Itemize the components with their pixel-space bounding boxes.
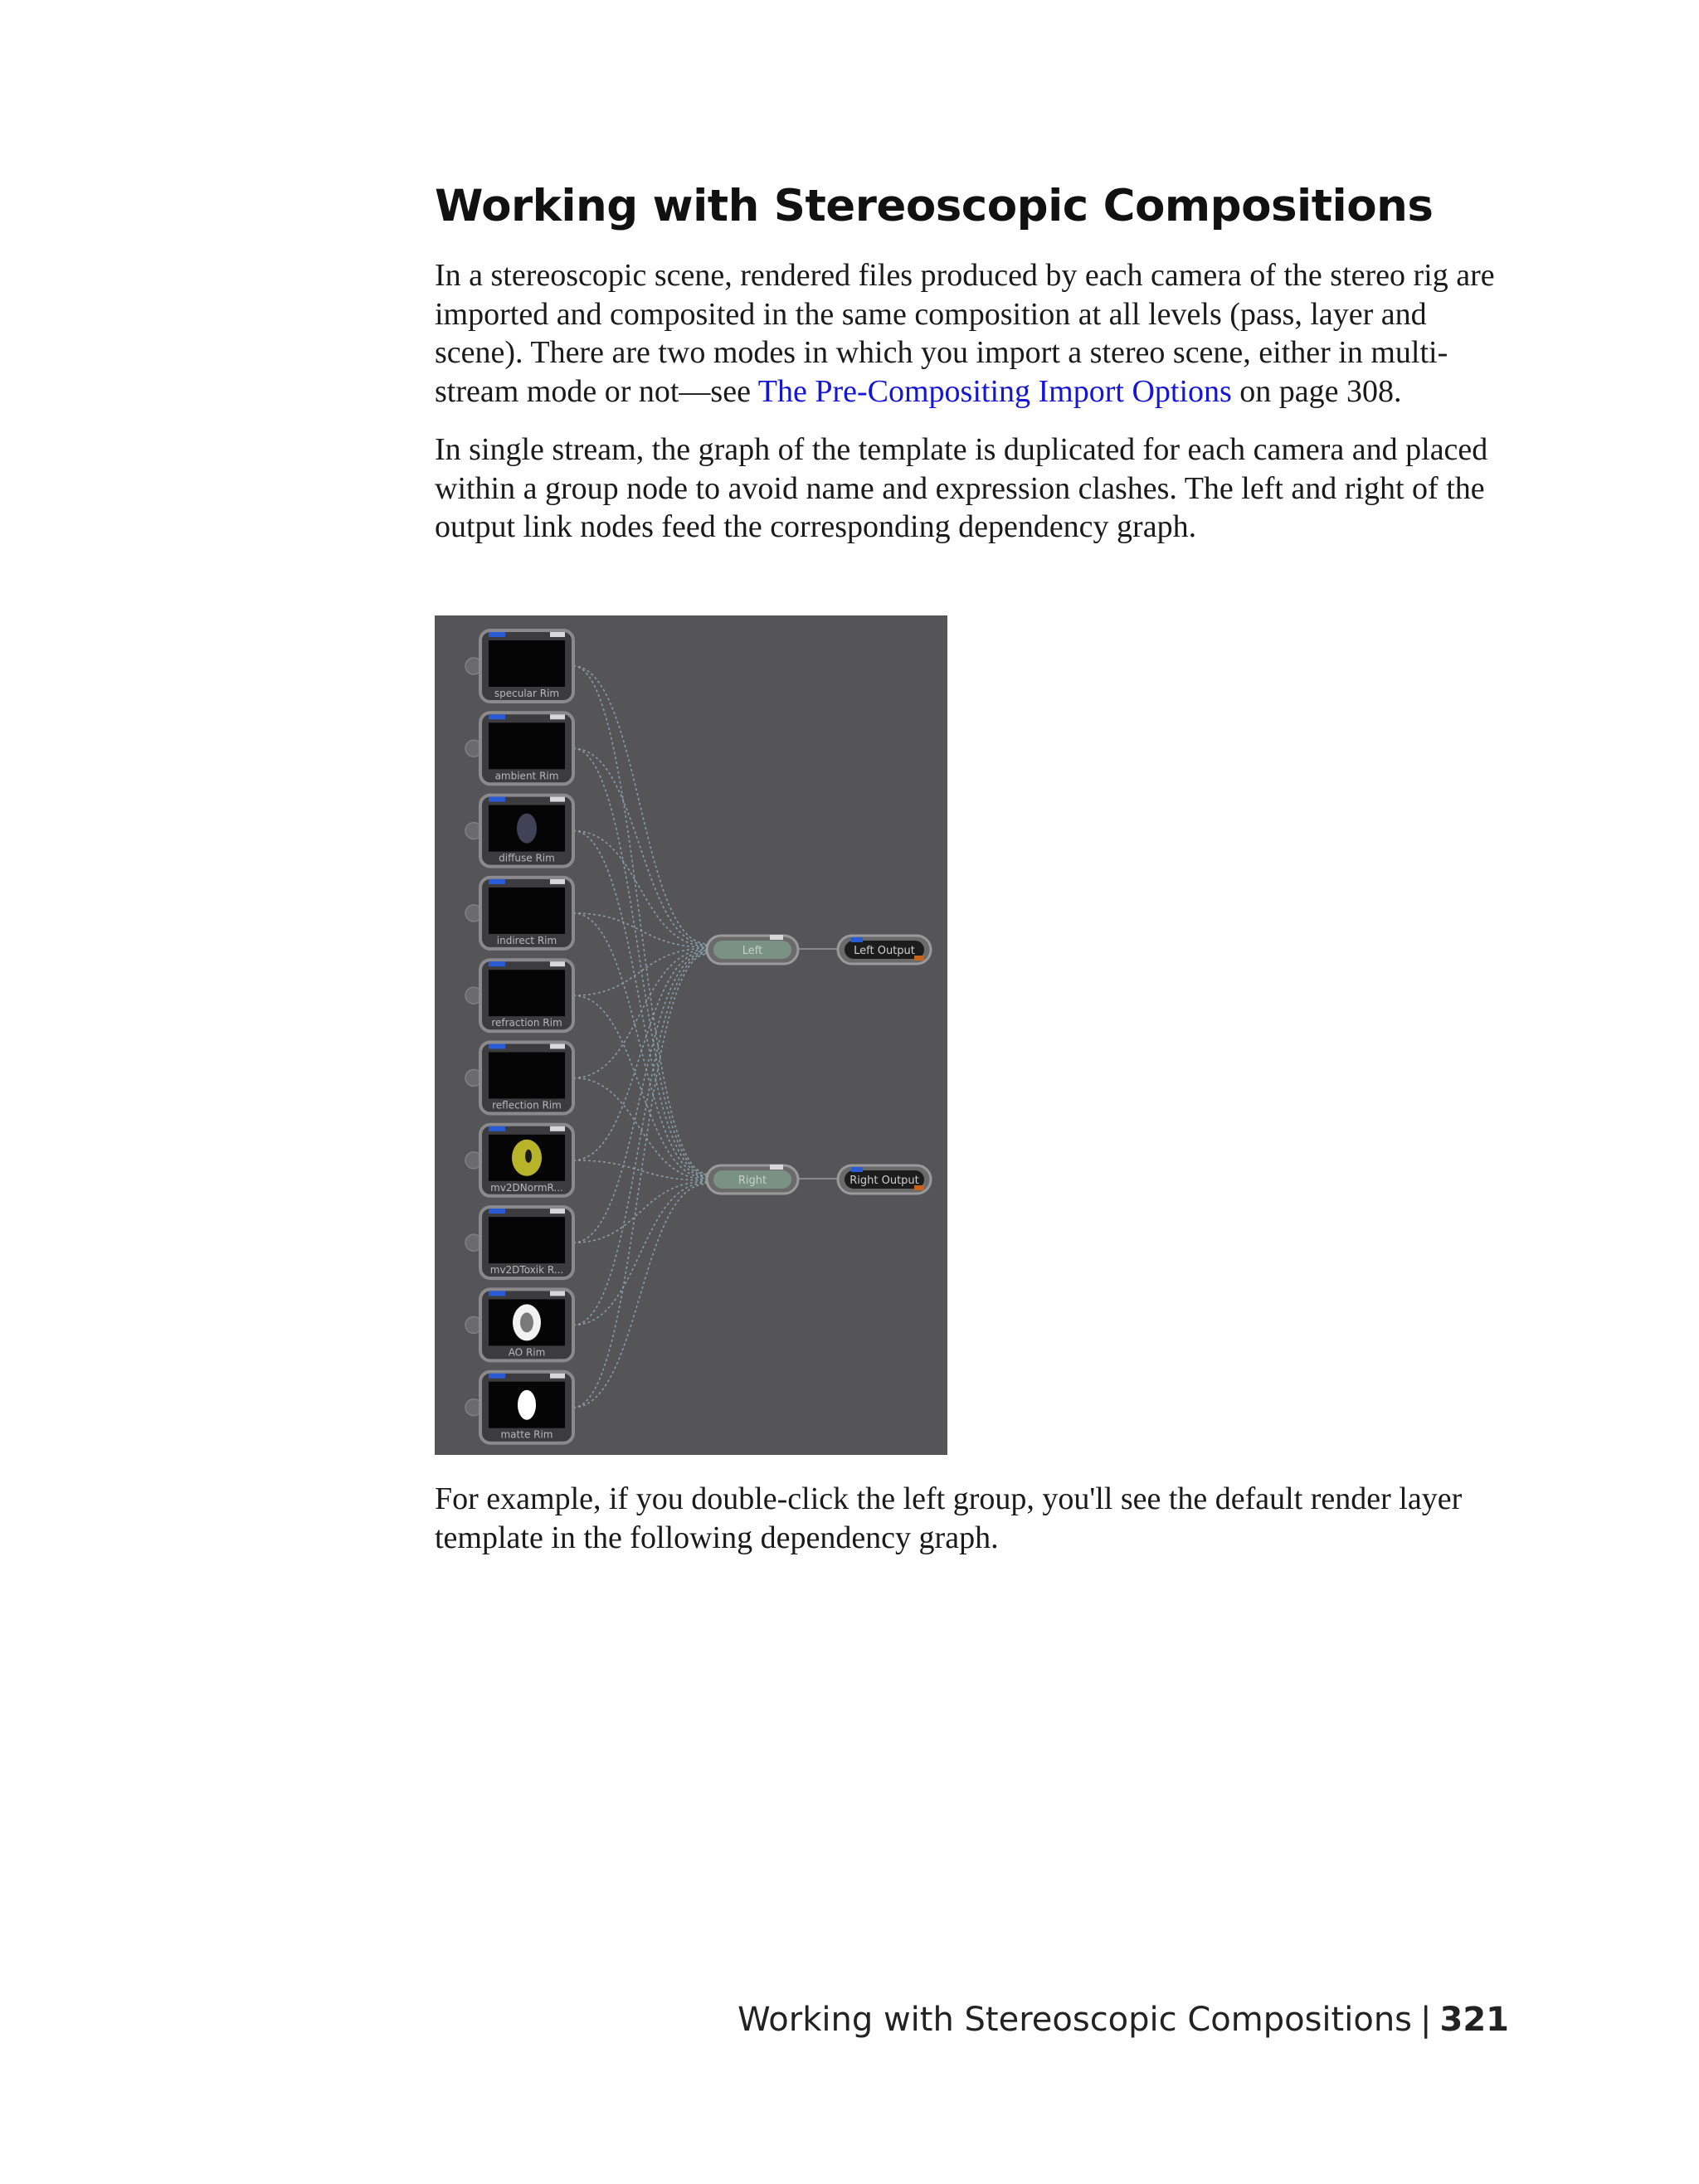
graph-link <box>573 913 707 1177</box>
paragraph-intro-tail: on page 308. <box>1231 373 1402 409</box>
input-node-thumbnail <box>489 970 565 1016</box>
input-node-flag <box>550 1209 565 1214</box>
input-node-flag <box>550 632 565 637</box>
input-node-port <box>489 961 505 966</box>
graph-links <box>573 666 707 1408</box>
output-node[interactable] <box>838 936 931 964</box>
graph-link <box>573 951 707 1160</box>
group-node-flag <box>770 935 783 940</box>
input-node-label: AO Rim <box>508 1346 546 1359</box>
input-node-thumbnail <box>489 722 565 769</box>
input-node[interactable] <box>465 630 573 702</box>
thumbnail-diffuse-shape <box>517 814 537 844</box>
input-nodes <box>465 630 573 1443</box>
input-node[interactable] <box>465 795 573 867</box>
input-node[interactable] <box>465 960 573 1031</box>
graph-link <box>573 995 707 1178</box>
paragraph-intro-text: In a stereoscopic scene, rendered files produced by each camera of the stereo rig are imported and composited in the same composition at all levels (pass, layer and scene). There are two modes in which you import a stereo scene, either in multi-stream mode or not—see <box>435 258 1495 409</box>
paragraph-example: For example, if you double-click the left group, you'll see the default render layer template in the following dependency graph. <box>435 1481 1463 1555</box>
page-content <box>435 181 1509 567</box>
section-heading: Working with Stereoscopic Compositions <box>435 181 1434 231</box>
graph-link <box>573 948 707 995</box>
input-node-port <box>489 1209 505 1214</box>
input-node[interactable] <box>465 713 573 784</box>
input-node-flag <box>550 961 565 966</box>
dependency-graph-svg <box>435 615 947 1455</box>
thumbnail-ao-detail <box>520 1312 533 1332</box>
page-content-after-figure <box>435 1480 1509 1577</box>
output-node-port <box>851 937 863 942</box>
input-node-label: diffuse Rim <box>499 852 555 864</box>
input-node-flag <box>550 1374 565 1379</box>
group-node[interactable] <box>707 1165 798 1194</box>
input-node[interactable] <box>465 878 573 949</box>
input-node-port <box>489 1044 505 1049</box>
input-node-port <box>489 797 505 802</box>
graph-link <box>573 1183 707 1325</box>
input-node[interactable] <box>465 1043 573 1114</box>
thumbnail-normal-detail <box>525 1150 532 1163</box>
input-node-thumbnail <box>489 1217 565 1263</box>
input-node-port <box>489 1126 505 1131</box>
footer-separator: | <box>1420 2001 1432 2039</box>
input-node-label: reflection Rim <box>492 1099 562 1111</box>
dependency-graph-figure <box>435 615 947 1455</box>
input-node-port <box>489 879 505 884</box>
cross-reference-link[interactable]: The Pre-Compositing Import Options <box>757 373 1232 409</box>
graph-link <box>573 953 707 1325</box>
input-node-flag <box>550 1044 565 1049</box>
input-node-thumbnail <box>489 888 565 934</box>
input-node-thumbnail <box>489 640 565 687</box>
input-node-label: indirect Rim <box>496 934 557 946</box>
input-node-flag <box>550 714 565 719</box>
graph-link <box>573 831 707 1176</box>
output-node-label: Left Output <box>854 945 915 957</box>
input-node-label: mv2DToxik R... <box>489 1264 564 1277</box>
input-node-label: specular Rim <box>494 688 560 699</box>
input-node-label: mv2DNormR... <box>490 1181 563 1194</box>
page-footer <box>738 2001 1509 2039</box>
input-node-flag <box>550 1126 565 1131</box>
graph-link <box>573 954 707 1407</box>
graph-link <box>573 950 707 1078</box>
input-node-flag <box>550 1291 565 1296</box>
page-number: 321 <box>1439 2001 1509 2039</box>
paragraph-intro <box>435 256 1509 411</box>
graph-link <box>573 666 707 944</box>
graph-link <box>573 1182 707 1243</box>
output-node[interactable] <box>838 1165 931 1194</box>
input-node-port <box>489 1291 505 1296</box>
thumbnail-matte-shape <box>518 1390 536 1420</box>
output-node-port-out <box>914 956 924 961</box>
group-node-label: Left <box>742 945 763 957</box>
input-node[interactable] <box>465 1372 573 1443</box>
paragraph-single-stream: In single stream, the graph of the template is duplicated for each camera and placed within a group node to avoid name and expression clashes. The left and right of the output link nodes feed the corresponding dependency graph. <box>435 432 1488 544</box>
input-node-flag <box>550 797 565 802</box>
input-node-label: matte Rim <box>500 1428 553 1441</box>
input-node-flag <box>550 879 565 884</box>
graph-link <box>573 1184 707 1407</box>
input-node-thumbnail <box>489 1053 565 1099</box>
group-node[interactable] <box>707 935 798 964</box>
group-node-label: Right <box>738 1175 767 1187</box>
input-node[interactable] <box>465 1207 573 1278</box>
input-node-label: refraction Rim <box>491 1017 562 1029</box>
group-node-flag <box>770 1165 783 1170</box>
group-nodes <box>707 935 931 1194</box>
input-node-port <box>489 714 505 719</box>
output-node-port <box>851 1167 863 1172</box>
output-node-label: Right Output <box>850 1175 919 1187</box>
footer-title: Working with Stereoscopic Compositions <box>738 2001 1413 2039</box>
graph-link <box>573 748 707 1175</box>
graph-link <box>573 952 707 1243</box>
input-node[interactable] <box>465 1125 573 1196</box>
graph-link <box>573 666 707 1174</box>
input-node-port <box>489 632 505 637</box>
input-node[interactable] <box>465 1289 573 1360</box>
input-node-port <box>489 1374 505 1379</box>
input-node-label: ambient Rim <box>494 770 559 782</box>
